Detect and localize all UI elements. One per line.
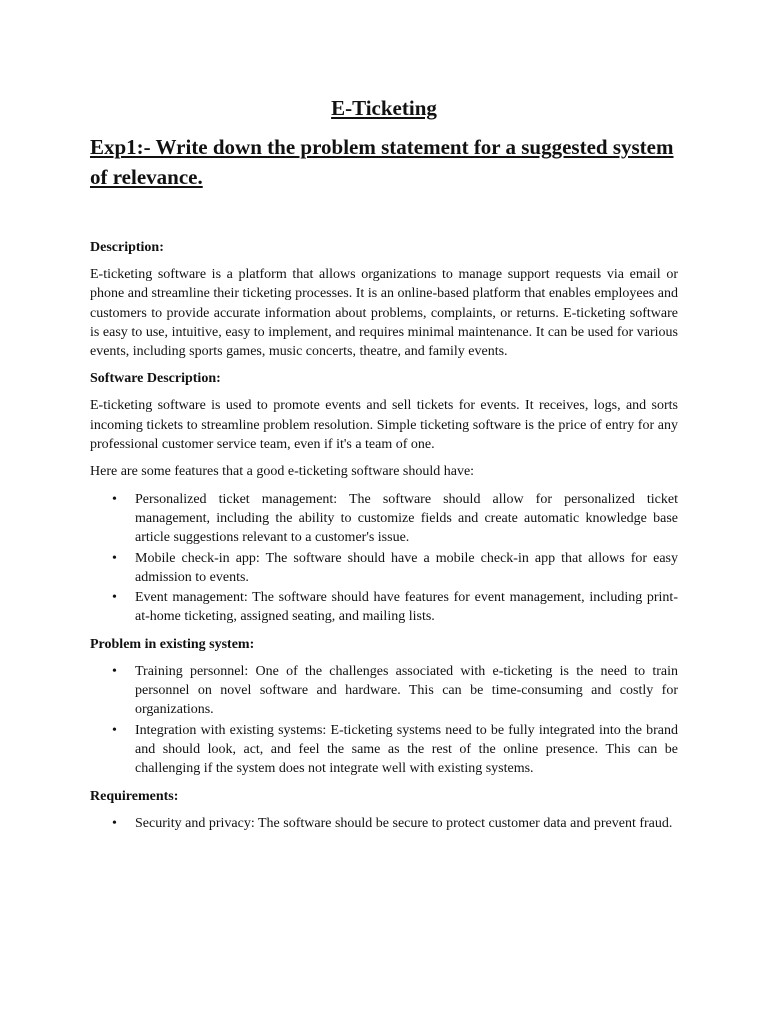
bullet-icon: • xyxy=(112,491,117,507)
feature-text: Event management: The software should have features for event management, including print-at-home ticketing, assigned seating, and mailing lists. xyxy=(135,590,678,625)
problem-label: Problem in existing system: xyxy=(90,636,255,652)
requirement-text: Security and privacy: The software should be secure to protect customer data and prevent fraud. xyxy=(135,815,673,831)
bullet-icon: • xyxy=(112,722,117,738)
requirements-label: Requirements: xyxy=(90,788,179,804)
problem-text: Training personnel: One of the challenges associated with e-ticketing is the need to train personnel on novel software and hardware. This can be time-consuming and costly for organizations. xyxy=(135,663,678,718)
description-text: E-ticketing software is a platform that allows organizations to manage support requests via email or phone and streamline their ticketing processes. It is an online-based platform that enables employees and customers to provide accurate information about problems, complaints, or returns. E-ticketing software is easy to use, intuitive, easy to implement, and requires minimal maintenance. It can be used for various events, including sports games, music concerts, theatre, and family events. xyxy=(90,267,678,360)
requirements-list xyxy=(90,814,678,833)
problem-list xyxy=(90,662,678,779)
software-description-label: Software Description: xyxy=(90,371,221,387)
bullet-icon: • xyxy=(112,815,117,831)
document-title: E-Ticketing xyxy=(331,96,437,120)
bullet-icon: • xyxy=(112,550,117,566)
list-item xyxy=(90,721,678,779)
list-item xyxy=(90,490,678,548)
bullet-icon: • xyxy=(112,590,117,606)
list-item xyxy=(90,549,678,588)
description-label: Description: xyxy=(90,240,164,255)
software-description-text: E-ticketing software is used to promote events and sell tickets for events. It receives, logs, and sorts incoming tickets to streamline problem resolution. Simple ticketing software is the price of entry for any professional customer service team, even if it's a team of one. xyxy=(90,398,678,453)
feature-text: Personalized ticket management: The software should allow for personalized ticket management, including the ability to customize fields and create automatic knowledge base article suggestions relevant to a customer's issue. xyxy=(135,491,678,546)
document-body xyxy=(90,238,678,841)
feature-text: Mobile check-in app: The software should have a mobile check-in app that allows for easy admission to events. xyxy=(135,550,678,585)
features-list xyxy=(90,490,678,627)
problem-text: Integration with existing systems: E-ticketing systems need to be fully integrated into the brand and should look, act, and feel the same as the rest of the online presence. This can be challenging if the system does not integrate well with existing systems. xyxy=(135,722,678,777)
experiment-heading: Exp1:- Write down the problem statement for a suggested system of relevance. xyxy=(90,135,674,189)
features-intro: Here are some features that a good e-ticketing software should have: xyxy=(90,464,475,480)
bullet-icon: • xyxy=(112,663,117,679)
list-item xyxy=(90,662,678,720)
list-item xyxy=(90,814,678,833)
list-item xyxy=(90,588,678,627)
